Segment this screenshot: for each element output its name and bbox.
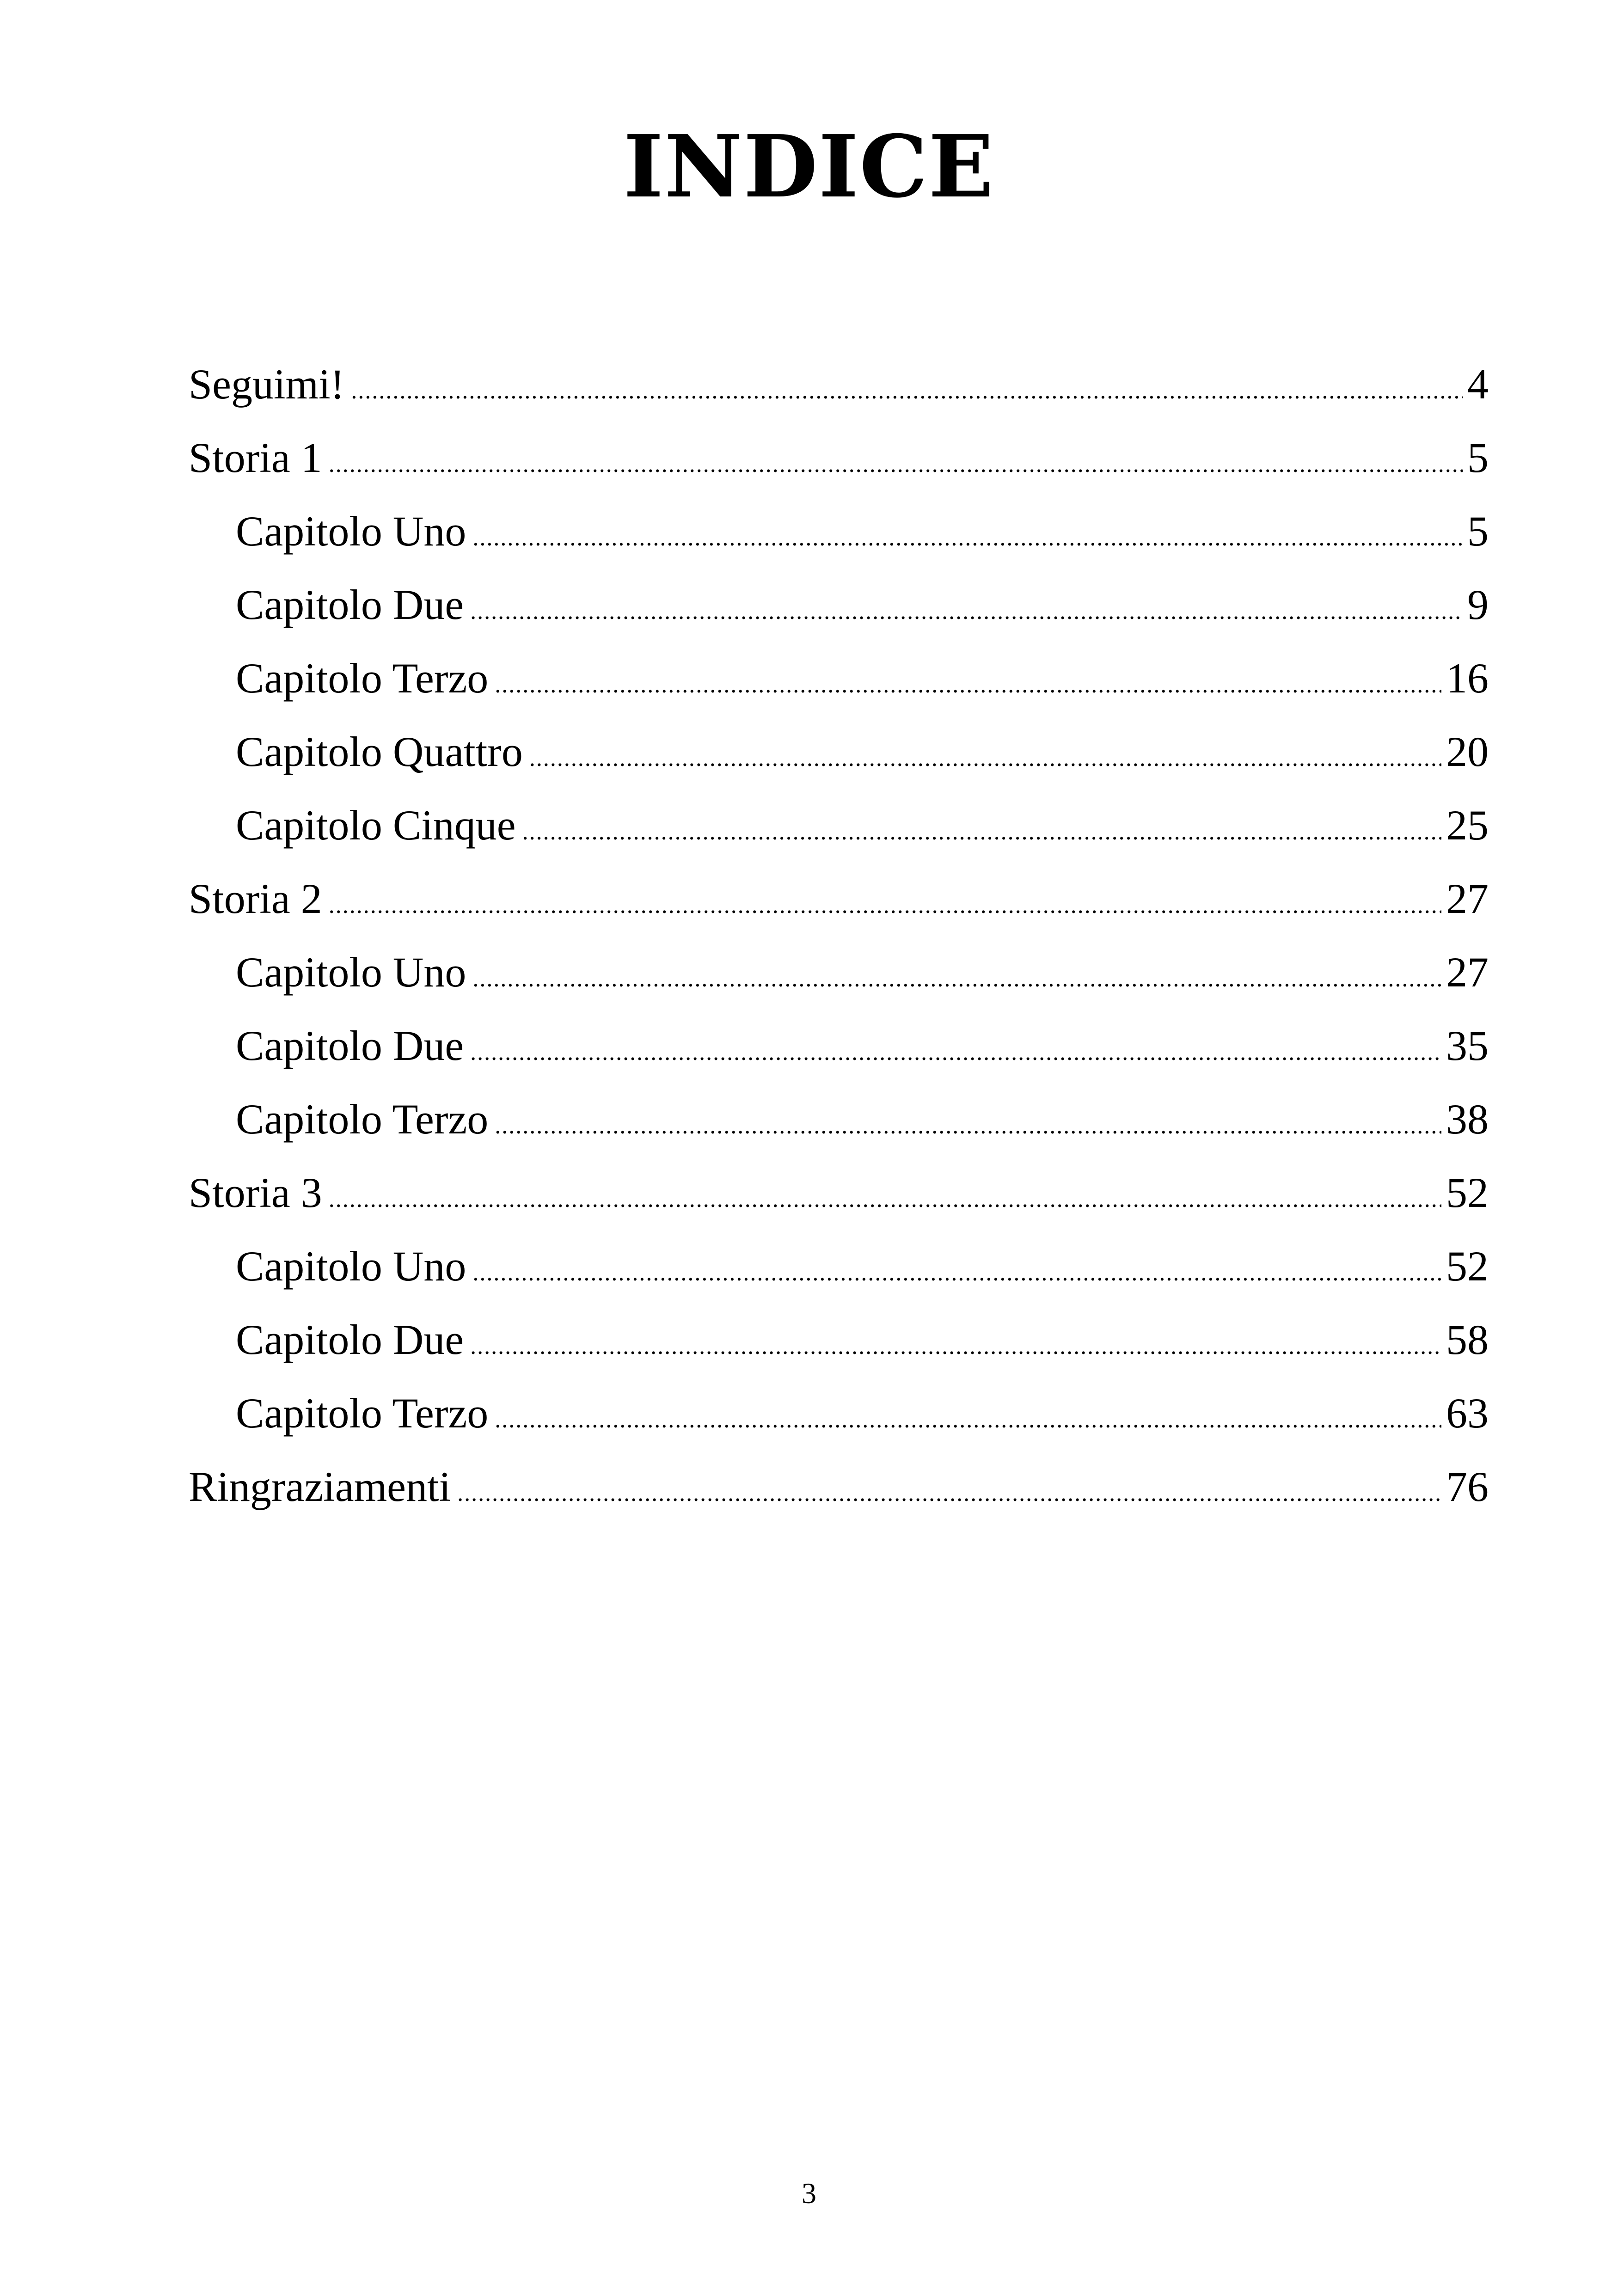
toc-dot-leader [472,942,1441,1016]
toc-entry-page: 35 [1446,1022,1489,1069]
toc-entry-storia-2-capitolo-terzo[interactable] [189,1083,1489,1156]
toc-entry-label: Capitolo Uno [236,1243,466,1290]
toc-entry-page: 58 [1446,1316,1489,1363]
toc-entry-page: 4 [1467,361,1489,408]
toc-entry-page: 25 [1446,802,1489,849]
toc-entry-storia-3[interactable] [189,1156,1489,1230]
toc-dot-leader [329,1163,1441,1236]
toc-dot-leader [470,1310,1441,1383]
page-title: INDICE [623,116,995,217]
toc-entry-label: Capitolo Due [236,1316,464,1363]
toc-entry-label: Ringraziamenti [189,1463,451,1510]
toc-entry-storia-2[interactable] [189,862,1489,936]
toc-entry-page: 38 [1446,1096,1489,1143]
toc-entry-label: Storia 3 [189,1169,322,1216]
toc-entry-label: Capitolo Uno [236,508,466,555]
toc-dot-leader [495,648,1441,722]
toc-entry-page: 16 [1446,655,1489,702]
toc-dot-leader [495,1383,1441,1457]
toc-dot-leader [472,1236,1441,1310]
toc-dot-leader [470,1016,1441,1089]
toc-entry-label: Storia 2 [189,875,322,922]
toc-entry-storia-1-capitolo-terzo[interactable] [189,642,1489,715]
toc-dot-leader [351,354,1463,428]
toc-entry-storia-3-capitolo-terzo[interactable] [189,1377,1489,1450]
toc-entry-storia-1-capitolo-cinque[interactable] [189,789,1489,862]
toc-entry-label: Capitolo Quattro [236,728,523,775]
toc-dot-leader [495,1089,1441,1163]
toc-entry-storia-2-capitolo-due[interactable] [189,1009,1489,1083]
table-of-contents [189,348,1489,1524]
toc-dot-leader [522,795,1441,869]
toc-entry-storia-1-capitolo-uno[interactable] [189,495,1489,568]
toc-entry-page: 63 [1446,1390,1489,1437]
toc-dot-leader [329,869,1441,942]
toc-entry-storia-1-capitolo-due[interactable] [189,568,1489,642]
toc-entry-page: 52 [1446,1169,1489,1216]
toc-dot-leader [529,722,1441,795]
toc-entry-storia-2-capitolo-uno[interactable] [189,936,1489,1009]
toc-dot-leader [470,575,1463,648]
toc-entry-storia-3-capitolo-uno[interactable] [189,1230,1489,1303]
toc-entry-label: Capitolo Uno [236,949,466,996]
toc-dot-leader [472,501,1463,575]
toc-entry-ringraziamenti[interactable] [189,1450,1489,1524]
toc-entry-page: 5 [1467,508,1489,555]
toc-entry-label: Capitolo Due [236,581,464,628]
toc-entry-page: 5 [1467,434,1489,481]
toc-entry-storia-1[interactable] [189,421,1489,495]
toc-entry-page: 27 [1446,949,1489,996]
toc-entry-page: 76 [1446,1463,1489,1510]
toc-entry-storia-3-capitolo-due[interactable] [189,1303,1489,1377]
toc-entry-label: Capitolo Terzo [236,1096,489,1143]
toc-dot-leader [457,1457,1441,1530]
toc-entry-label: Capitolo Due [236,1022,464,1069]
toc-entry-label: Capitolo Cinque [236,802,516,849]
toc-entry-page: 27 [1446,875,1489,922]
toc-entry-page: 52 [1446,1243,1489,1290]
toc-dot-leader [329,428,1463,501]
toc-entry-page: 20 [1446,728,1489,775]
toc-entry-label: Seguimi! [189,361,345,408]
toc-entry-page: 9 [1467,581,1489,628]
page-number: 3 [802,2177,816,2210]
toc-entry-label: Storia 1 [189,434,322,481]
toc-entry-seguimi[interactable] [189,348,1489,421]
toc-entry-storia-1-capitolo-quattro[interactable] [189,715,1489,789]
toc-entry-label: Capitolo Terzo [236,655,489,702]
toc-entry-label: Capitolo Terzo [236,1390,489,1437]
